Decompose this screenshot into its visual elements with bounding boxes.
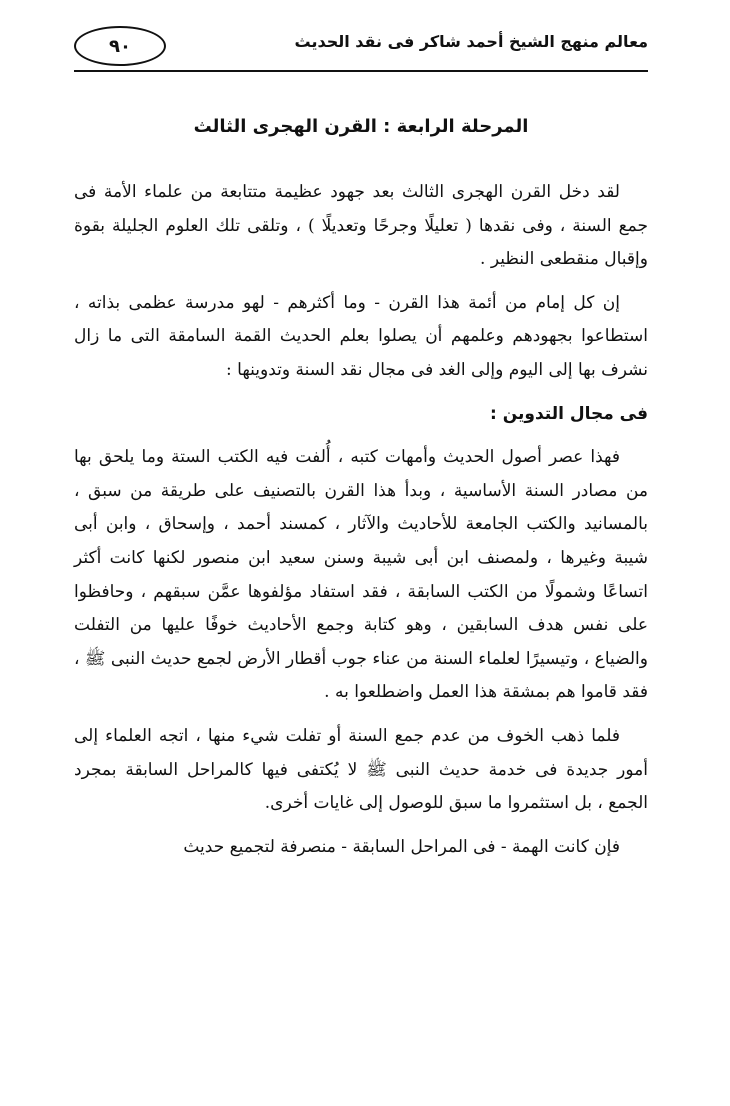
paragraph-1: لقد دخل القرن الهجرى الثالث بعد جهود عظيمة متتابعة من علماء الأمة فى جمع السنة ، وفى نقدها ( تعليلًا وجرحًا وتعديلًا ) ، وتلقى تلك العلوم الجليلة بقوة وإقبال منقطعى النظير . (74, 182, 648, 270)
paragraph-2: إن كل إمام من أئمة هذا القرن - وما أكثرهم - لهو مدرسة عظمى بذاته ، استطاعوا بجهودهم وعلمهم أن يصلوا بعلم الحديث القمة السامقة التى ما زال نشرف بها إلى اليوم وإلى الغد فى مجال نقد السنة وتدوينها : (74, 292, 648, 380)
running-title: معالم منهج الشيخ أحمد شاكر فى نقد الحديث (294, 32, 648, 51)
paragraph-5: فإن كانت الهمة - فى المراحل السابقة - منصرفة لتجميع حديث (183, 836, 620, 857)
subheading: فى مجال التدوين : (489, 403, 648, 424)
section-heading: المرحلة الرابعة : القرن الهجرى الثالث (193, 116, 529, 137)
body-text (74, 176, 648, 864)
running-header (74, 26, 648, 70)
page-number: ٩٠ (74, 26, 166, 66)
paragraph-4: فلما ذهب الخوف من عدم جمع السنة أو تفلت شيء منها ، اتجه العلماء إلى أمور جديدة فى خدمة حديث النبى ﷺ لا يُكتفى فيها كالمراحل السابقة بمجرد الجمع ، بل استثمروا ما سبق للوصول إلى غايات أخرى. (74, 725, 648, 814)
header-divider (74, 70, 648, 72)
paragraph-3: فهذا عصر أصول الحديث وأمهات كتبه ، أُلفت فيه الكتب الستة وما يلحق بها من مصادر السنة الأساسية ، وبدأ هذا القرن بالتصنيف على طريقة من سبق ، بالمسانيد والكتب الجامعة للأحاديث والآثار ، كمسند أحمد ، وإسحاق ، وابن أبى شيبة وغيرها ، ولمصنف ابن أبى شيبة وسنن سعيد ابن منصور لكنها كانت أكثر اتساعًا وشمولًا من الكتب السابقة ، فقد استفاد مؤلفوها عمَّن سبقهم ، وحافظوا على نفس هدف السابقين ، وهو كتابة وجمع الأحاديث خوفًا عليها من التفلت والضياع ، وتيسيرًا لعلماء السنة من عناء جوب أقطار الأرض لجمع حديث النبى ﷺ ، فقد قاموا هم بمشقة هذا العمل واضطلعوا به . (74, 447, 648, 703)
